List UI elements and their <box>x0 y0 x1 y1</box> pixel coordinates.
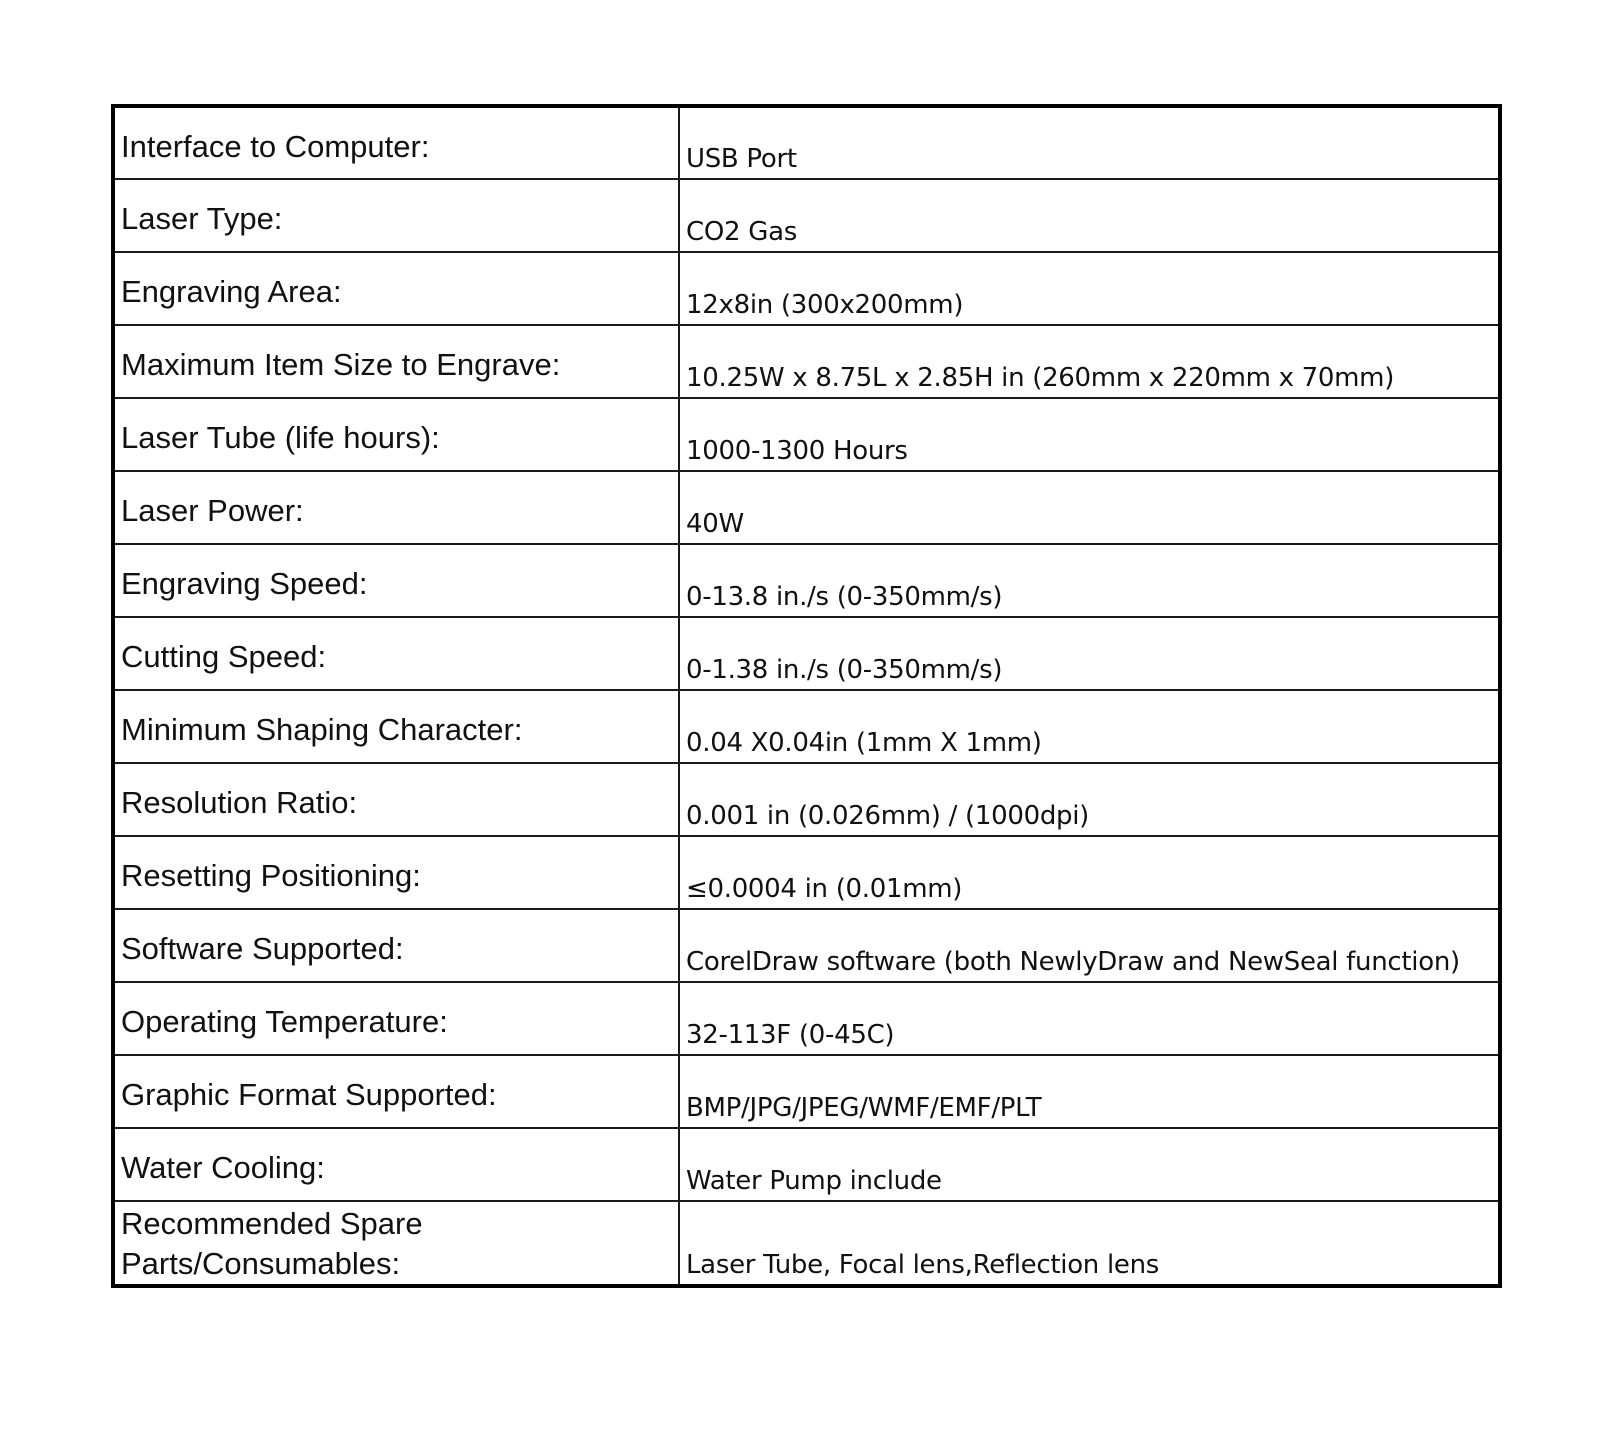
spec-value: 10.25W x 8.75L x 2.85H in (260mm x 220mm x 70mm) <box>679 325 1500 398</box>
spec-label: Resolution Ratio: <box>113 763 679 836</box>
spec-label: Recommended Spare Parts/Consumables: <box>113 1201 679 1286</box>
table-row <box>113 909 1500 982</box>
table-row <box>113 836 1500 909</box>
spec-label: Laser Type: <box>113 179 679 252</box>
spec-table <box>111 104 1502 1288</box>
table-row <box>113 398 1500 471</box>
spec-label: Minimum Shaping Character: <box>113 690 679 763</box>
spec-value: 0.04 X0.04in (1mm X 1mm) <box>679 690 1500 763</box>
spec-label: Resetting Positioning: <box>113 836 679 909</box>
table-row <box>113 982 1500 1055</box>
spec-value: BMP/JPG/JPEG/WMF/EMF/PLT <box>679 1055 1500 1128</box>
spec-label: Interface to Computer: <box>113 106 679 179</box>
spec-label: Engraving Speed: <box>113 544 679 617</box>
spec-label: Cutting Speed: <box>113 617 679 690</box>
spec-value: 0-13.8 in./s (0-350mm/s) <box>679 544 1500 617</box>
spec-value: Laser Tube, Focal lens,Reflection lens <box>679 1201 1500 1286</box>
table-row <box>113 1055 1500 1128</box>
spec-label: Water Cooling: <box>113 1128 679 1201</box>
spec-value: CO2 Gas <box>679 179 1500 252</box>
table-row <box>113 1201 1500 1286</box>
spec-value: Water Pump include <box>679 1128 1500 1201</box>
spec-value: 0.001 in (0.026mm) / (1000dpi) <box>679 763 1500 836</box>
spec-label: Laser Tube (life hours): <box>113 398 679 471</box>
table-row <box>113 179 1500 252</box>
table-row <box>113 471 1500 544</box>
table-row <box>113 325 1500 398</box>
spec-value: ≤0.0004 in (0.01mm) <box>679 836 1500 909</box>
table-row <box>113 617 1500 690</box>
spec-label: Graphic Format Supported: <box>113 1055 679 1128</box>
table-row <box>113 763 1500 836</box>
spec-value: 0-1.38 in./s (0-350mm/s) <box>679 617 1500 690</box>
spec-label: Engraving Area: <box>113 252 679 325</box>
table-row <box>113 1128 1500 1201</box>
spec-value: USB Port <box>679 106 1500 179</box>
spec-value: 40W <box>679 471 1500 544</box>
table-row <box>113 690 1500 763</box>
spec-label: Software Supported: <box>113 909 679 982</box>
spec-value: 12x8in (300x200mm) <box>679 252 1500 325</box>
spec-label: Laser Power: <box>113 471 679 544</box>
spec-label: Maximum Item Size to Engrave: <box>113 325 679 398</box>
spec-value: 1000-1300 Hours <box>679 398 1500 471</box>
spec-value: CorelDraw software (both NewlyDraw and NewSeal function) <box>679 909 1500 982</box>
table-row <box>113 544 1500 617</box>
spec-value: 32-113F (0-45C) <box>679 982 1500 1055</box>
table-row <box>113 106 1500 179</box>
spec-label: Operating Temperature: <box>113 982 679 1055</box>
table-row <box>113 252 1500 325</box>
